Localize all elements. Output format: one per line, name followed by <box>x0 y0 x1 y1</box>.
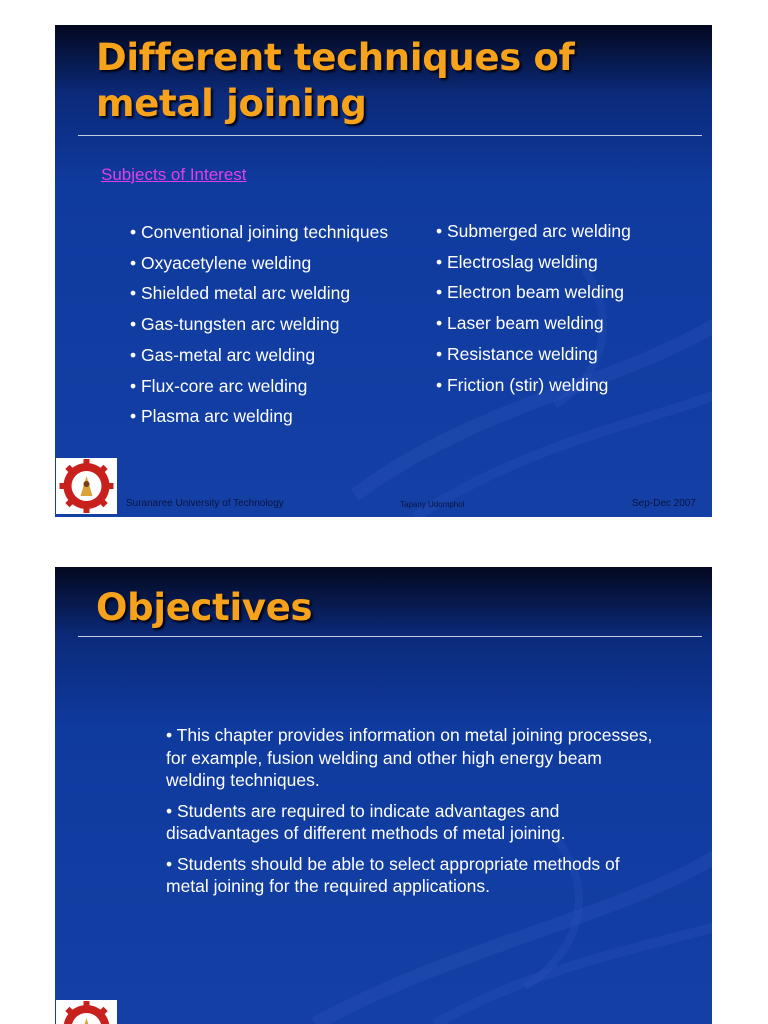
slide-title <box>96 35 574 127</box>
right-topic-list <box>436 216 631 400</box>
objectives-list <box>166 724 656 906</box>
list-item: • Friction (stir) welding <box>436 374 609 395</box>
list-item: • Oxyacetylene welding <box>130 252 312 273</box>
list-item: • Conventional joining techniques <box>130 222 389 242</box>
list-item: • Plasma arc welding <box>130 406 293 427</box>
list-item: • Electron beam welding <box>436 282 625 303</box>
list-item: • Students should be able to select appropriate methods of metal joining for the required applications. <box>166 853 620 896</box>
title-line-2: metal joining <box>96 82 367 125</box>
list-item: • Submerged arc welding <box>436 221 631 241</box>
slide-objectives <box>55 567 712 1024</box>
list-item: • Resistance welding <box>436 343 598 364</box>
gear-seal-icon <box>56 1000 117 1024</box>
slide-title: Objectives <box>96 586 313 629</box>
university-logo <box>56 458 117 514</box>
list-item: • Gas-metal arc welding <box>130 344 316 365</box>
title-divider <box>78 636 702 637</box>
left-topic-list <box>130 217 388 432</box>
list-item: • Shielded metal arc welding <box>130 283 351 304</box>
title-divider <box>78 135 702 136</box>
slide-techniques <box>55 25 712 517</box>
footer-university: Suranaree University of Technology <box>126 498 284 509</box>
list-item: • This chapter provides information on metal joining processes, for example, fusion welding and other high energy beam welding techniques. <box>166 725 653 790</box>
subjects-of-interest-link[interactable]: Subjects of Interest <box>101 165 247 184</box>
list-item: • Students are required to indicate advantages and disadvantages of different methods of metal joining. <box>166 800 566 843</box>
gear-seal-icon <box>56 458 117 514</box>
list-item: • Electroslag welding <box>436 251 598 272</box>
university-logo <box>56 1000 117 1024</box>
title-line-1: Different techniques of <box>96 36 575 79</box>
footer-date: Sep-Dec 2007 <box>632 498 696 509</box>
footer-author: Tapany Udomphol <box>400 500 465 509</box>
list-item: • Gas-tungsten arc welding <box>130 314 340 335</box>
list-item: • Laser beam welding <box>436 313 604 334</box>
list-item: • Flux-core arc welding <box>130 375 308 396</box>
